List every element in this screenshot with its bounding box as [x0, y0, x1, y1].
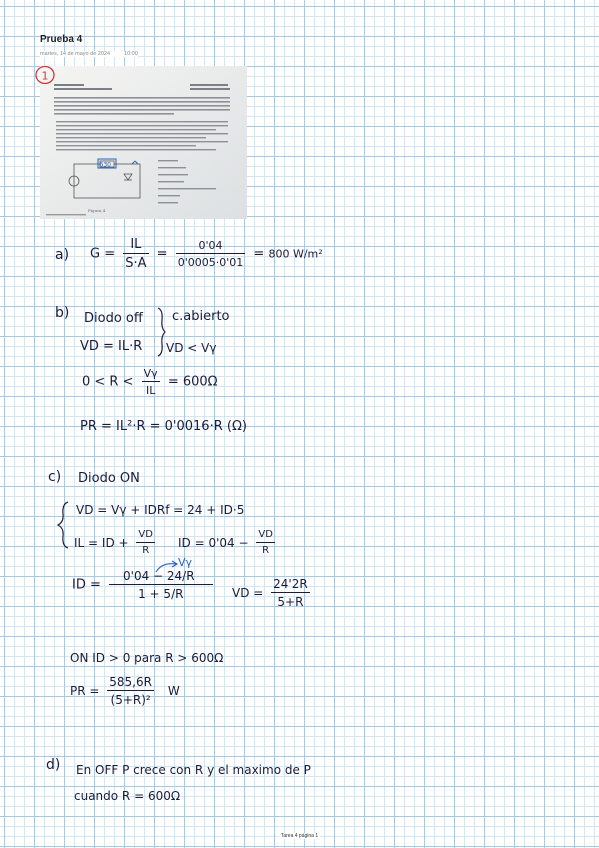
part-c-line-1: Diodo ON — [78, 471, 140, 486]
part-c-id-equation: ID = $\frac{0'04 - 24/R}{1 + 5/R}$ — [72, 570, 217, 600]
part-c-vd-equation: VD = $\frac{24'2R}{5+R}$ — [232, 577, 308, 609]
part-c-on-condition: ON ID > 0 para R > 600Ω — [70, 651, 224, 665]
page-time: 10:00 — [124, 51, 138, 57]
part-a-label: a) — [55, 247, 70, 263]
part-d-line-1: En OFF P crece con R y el maximo de P — [76, 763, 311, 777]
part-b-aside-1: c.abierto — [172, 309, 230, 324]
part-b-line-3: 0 < R < $\frac{V\gamma}{IL}$ = 600Ω — [82, 367, 218, 397]
part-b-label: b) — [55, 305, 70, 321]
question-number-circle — [34, 64, 56, 86]
exam-photo[interactable] — [40, 66, 247, 219]
part-b-line-2: VD = IL·R — [80, 339, 143, 354]
part-c-line-3b: ID = 0'04 − $\frac{VD}{R}$ — [178, 529, 273, 556]
part-a-equation: G = $\frac{IL}{S\cdot A}$ = $\frac{0'04}{0'0005\cdot 0'01}$ = 800 W/m² — [90, 237, 323, 271]
part-c-line-2: VD = Vγ + IDRf = 24 + ID·5 — [76, 503, 245, 517]
page-meta — [40, 51, 138, 57]
part-d-line-2: cuando R = 600Ω — [74, 789, 181, 803]
figure-caption: Figura 4 — [88, 208, 106, 213]
part-c-pr-equation: PR = $\frac{585,6R}{\text{(5+R)²}}$ W — [70, 675, 180, 707]
part-b-line-1: Diodo off — [84, 311, 143, 326]
part-c-annotation: Vγ — [178, 556, 193, 569]
page-date: martes, 14 de mayo de 2024 — [40, 51, 111, 57]
exam-photo-drawing — [40, 66, 247, 219]
part-c-line-3: IL = ID + $\frac{VD}{R}$ — [74, 529, 153, 556]
part-d-label: d) — [46, 757, 61, 773]
part-b-brace — [156, 306, 166, 358]
part-c-label: c) — [48, 469, 62, 485]
part-b-aside-2: VD < Vγ — [166, 341, 217, 355]
resistor-label: 630 — [99, 161, 111, 169]
question-number: 1 — [41, 69, 49, 83]
page-footer: Tarea 4 página 1 — [280, 833, 319, 839]
part-c-brace — [56, 500, 70, 550]
part-b-line-4: PR = IL²·R = 0'0016·R (Ω) — [80, 419, 247, 434]
page-title: Prueba 4 — [40, 34, 83, 45]
